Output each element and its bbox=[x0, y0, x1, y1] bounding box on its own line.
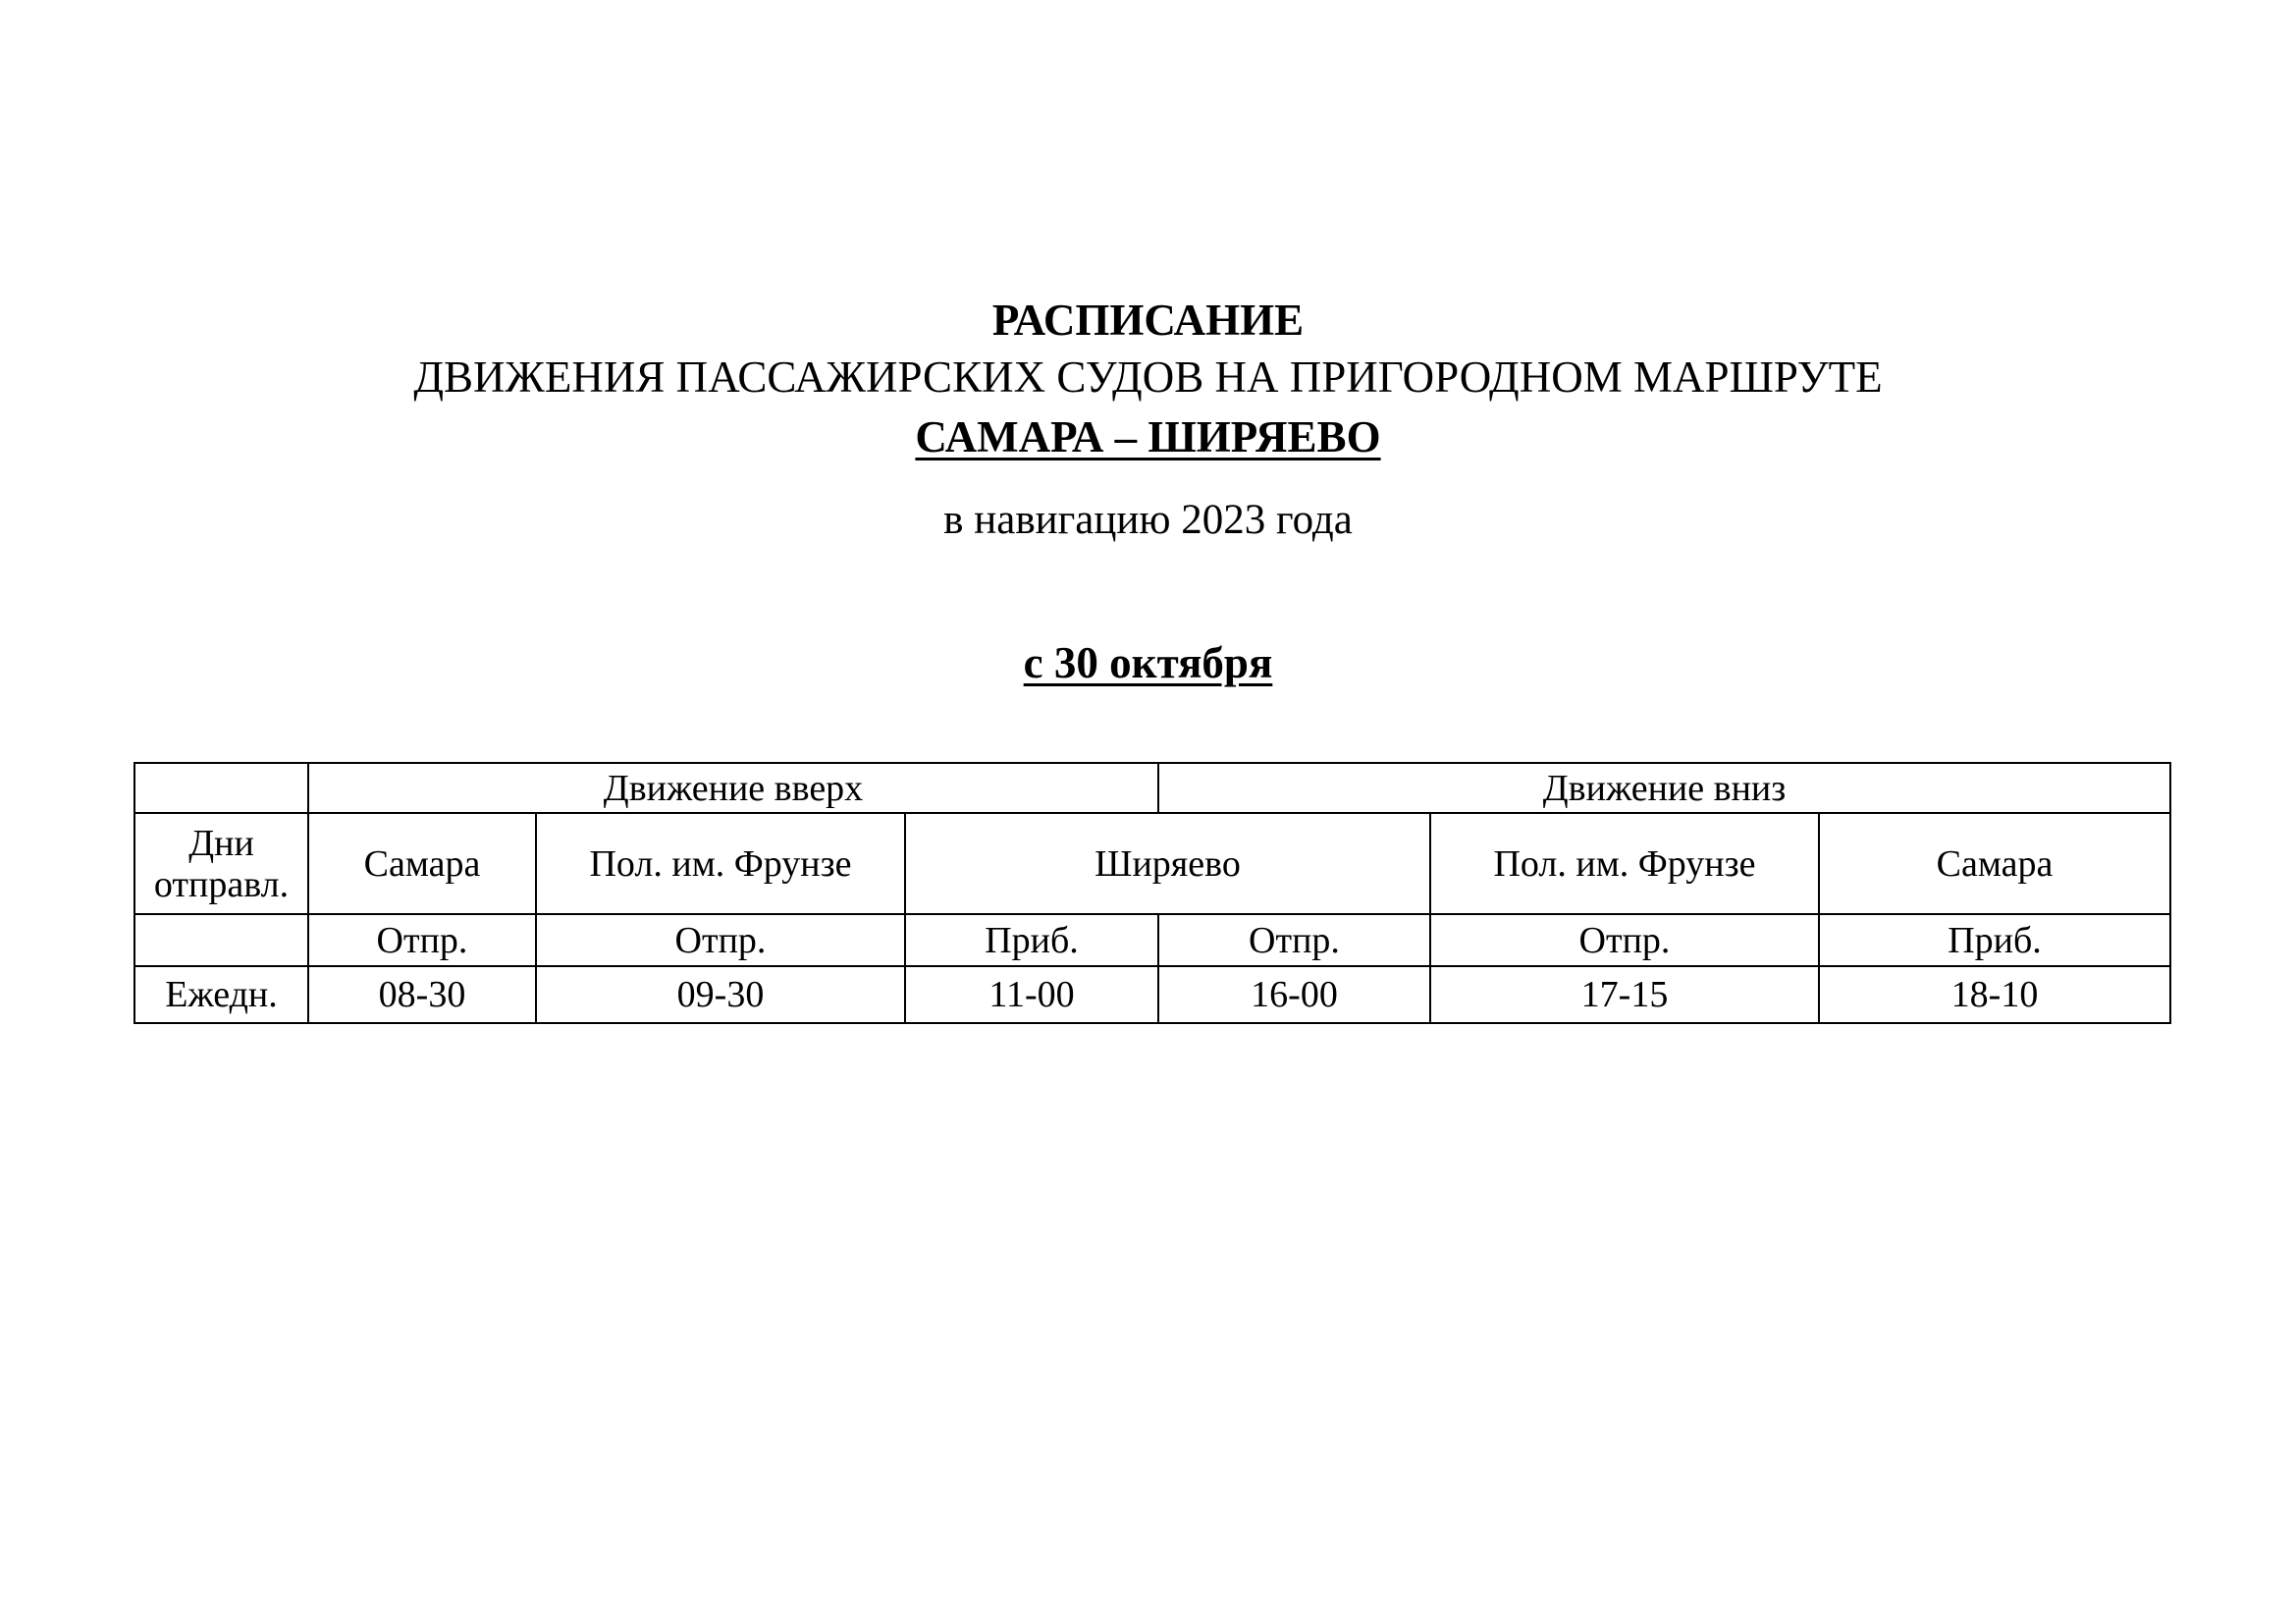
time-cell: 11-00 bbox=[905, 966, 1158, 1023]
time-cell: 08-30 bbox=[308, 966, 536, 1023]
direction-down-header: Движение вниз bbox=[1158, 763, 2170, 813]
station-header: Пол. им. Фрунзе bbox=[1430, 813, 1819, 914]
effective-date-heading bbox=[0, 633, 2296, 692]
operation-header: Приб. bbox=[905, 914, 1158, 966]
operation-header: Отпр. bbox=[536, 914, 905, 966]
days-cell: Ежедн. bbox=[134, 966, 308, 1023]
station-header: Самара bbox=[308, 813, 536, 914]
navigation-season: в навигацию 2023 года bbox=[943, 497, 1353, 543]
route-heading bbox=[0, 407, 2296, 466]
document-title: РАСПИСАНИЕ bbox=[991, 296, 1305, 345]
station-header: Ширяево bbox=[905, 813, 1430, 914]
direction-row bbox=[134, 763, 2170, 813]
days-of-departure-header bbox=[134, 813, 308, 914]
operation-header: Приб. bbox=[1819, 914, 2170, 966]
direction-up-header: Движение вверх bbox=[308, 763, 1158, 813]
time-cell: 16-00 bbox=[1158, 966, 1430, 1023]
table-row bbox=[134, 966, 2170, 1023]
time-cell: 17-15 bbox=[1430, 966, 1819, 1023]
effective-date: с 30 октября bbox=[1023, 638, 1273, 687]
time-cell: 09-30 bbox=[536, 966, 905, 1023]
stations-row bbox=[134, 813, 2170, 914]
operation-header: Отпр. bbox=[1158, 914, 1430, 966]
operations-row bbox=[134, 914, 2170, 966]
days-label-line2: отправл. bbox=[153, 863, 290, 905]
empty-header-cell bbox=[134, 763, 308, 813]
route-name: САМАРА – ШИРЯЕВО bbox=[915, 412, 1381, 461]
days-label-line1: Дни bbox=[188, 822, 254, 864]
time-cell: 18-10 bbox=[1819, 966, 2170, 1023]
station-header: Пол. им. Фрунзе bbox=[536, 813, 905, 914]
empty-header-cell bbox=[134, 914, 308, 966]
operation-header: Отпр. bbox=[308, 914, 536, 966]
operation-header: Отпр. bbox=[1430, 914, 1819, 966]
document-subtitle: ДВИЖЕНИЯ ПАССАЖИРСКИХ СУДОВ НА ПРИГОРОДНОМ МАРШРУТЕ bbox=[413, 352, 1883, 402]
station-header: Самара bbox=[1819, 813, 2170, 914]
schedule-table bbox=[133, 762, 2171, 1024]
